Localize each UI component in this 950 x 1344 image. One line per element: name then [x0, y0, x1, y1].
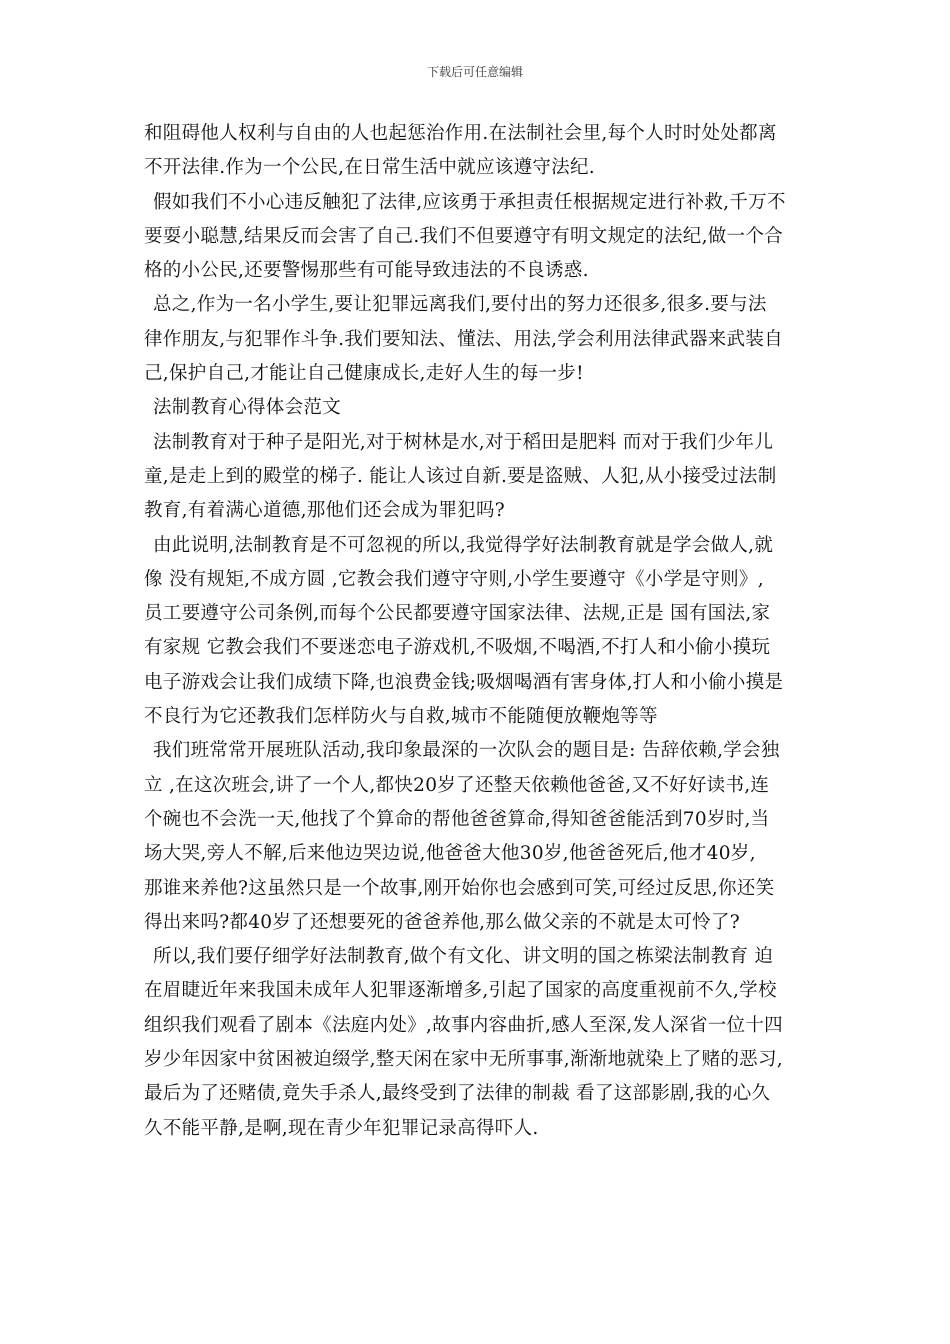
document-body — [144, 117, 812, 1146]
text-line: 电子游戏会让我们成绩下降,也浪费金钱;吸烟喝酒有害身体,打人和小偷小摸是 — [144, 671, 784, 693]
text-line: 格的小公民,还要警惕那些有可能导致违法的不良诱惑. — [144, 260, 589, 282]
text-line: 总之,作为一名小学生,要让犯罪远离我们,要付出的努力还很多,很多.要与法 — [153, 294, 767, 316]
text-line: 不良行为它还教我们怎样防火与自救,城市不能随便放鞭炮等等 — [144, 706, 658, 728]
text-line: 由此说明,法制教育是不可忽视的所以,我觉得学好法制教育就是学会做人,就 — [153, 534, 774, 556]
text-line: 组织我们观看了剧本《法庭内处》,故事内容曲折,感人至深,发人深省一位十四 — [144, 1014, 783, 1036]
text-line: 法制教育心得体会范文 — [153, 397, 342, 419]
text-line: 要耍小聪慧,结果反而会害了自己.我们不但要遵守有明文规定的法纪,做一个合 — [144, 225, 783, 247]
text-line: 岁少年因家中贫困被迫缀学,整天闲在家中无所事事,渐渐地就染上了赌的恶习, — [144, 1049, 783, 1071]
text-line: 得出来吗?都40岁了还想要死的爸爸养他,那么做父亲的不就是太可怜了? — [144, 911, 740, 933]
text-line: 我们班常常开展班队活动,我印象最深的一次队会的题目是: 告辞依赖,学会独 — [153, 740, 780, 762]
text-line: 不开法律.作为一个公民,在日常生活中就应该遵守法纪. — [144, 157, 595, 179]
text-line: 那谁来养他?这虽然只是一个故事,刚开始你也会感到可笑,可经过反思,你还笑 — [144, 877, 775, 899]
page-header: 下载后可任意编辑 — [426, 65, 523, 79]
text-line: 律作朋友,与犯罪作斗争.我们要知法、懂法、用法,学会利用法律武器来武装自 — [144, 328, 783, 350]
text-line: 假如我们不小心违反触犯了法律,应该勇于承担责任根据规定进行补救,千万不 — [153, 191, 786, 213]
text-line: 员工要遵守公司条例,而每个公民都要遵守国家法律、法规,正是 国有国法,家 — [144, 603, 771, 625]
text-line: 像 没有规矩,不成方圆 ,它教会我们遵守守则,小学生要遵守《小学是守则》, — [144, 568, 764, 590]
text-line: 所以,我们要仔细学好法制教育,做个有文化、讲文明的国之栋梁法制教育 迫 — [153, 946, 774, 968]
text-line: 和阻碍他人权利与自由的人也起惩治作用.在法制社会里,每个人时时处处都离 — [144, 123, 777, 144]
text-line: 己,保护自己,才能让自己健康成长,走好人生的每一步! — [144, 363, 584, 385]
text-line: 童,是走上到的殿堂的梯子. 能让人该过自新.要是盗贼、人犯,从小接受过法制 — [144, 465, 777, 487]
text-line: 在眉睫近年来我国未成年人犯罪逐渐增多,引起了国家的高度重视前不久,学校 — [144, 980, 777, 1002]
text-line: 有家规 它教会我们不要迷恋电子游戏机,不吸烟,不喝酒,不打人和小偷小摸玩 — [144, 637, 771, 659]
text-line: 最后为了还赌债,竟失手杀人,最终受到了法律的制裁 看了这部影剧,我的心久 — [144, 1083, 771, 1105]
text-line: 教育,有着满心道德,那他们还会成为罪犯吗? — [144, 500, 505, 522]
text-line: 法制教育对于种子是阳光,对于树林是水,对于稻田是肥料 而对于我们少年儿 — [153, 431, 774, 453]
text-line: 久不能平静,是啊,现在青少年犯罪记录高得吓人. — [144, 1117, 539, 1139]
text-line: 场大哭,旁人不解,后来他边哭边说,他爸爸大他30岁,他爸爸死后,他才40岁, — [144, 843, 756, 865]
text-line: 个碗也不会洗一天,他找了个算命的帮他爸爸算命,得知爸爸能活到70岁时,当 — [144, 808, 770, 830]
text-line: 立 ,在这次班会,讲了一个人,都快20岁了还整天依赖他爸爸,又不好好读书,连 — [144, 774, 770, 796]
